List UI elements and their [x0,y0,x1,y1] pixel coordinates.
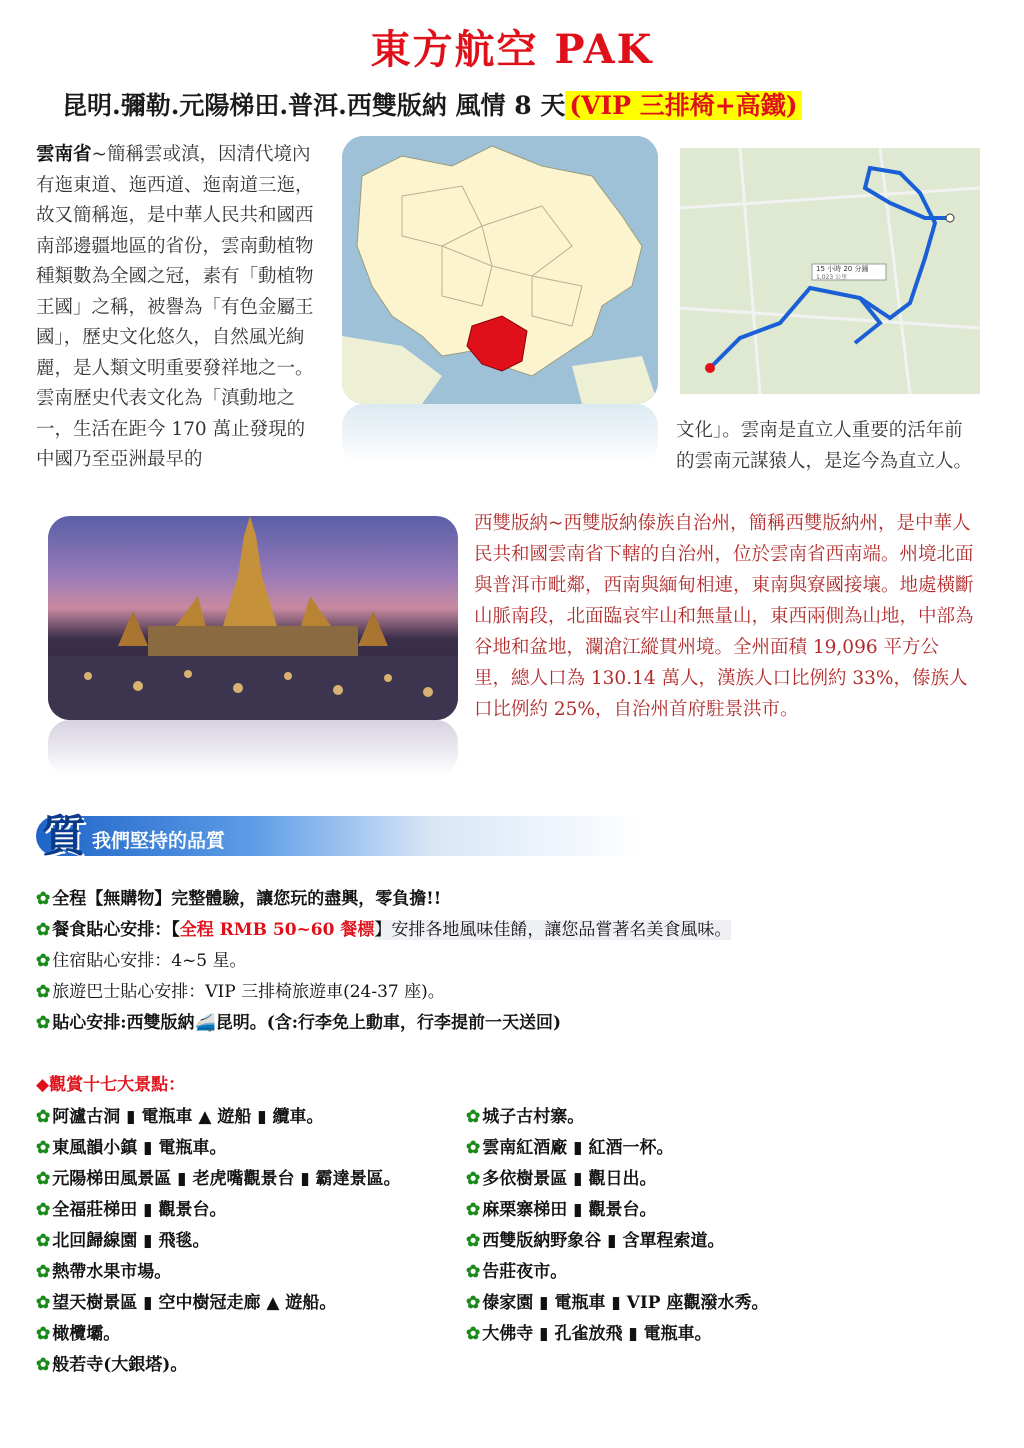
tour-subtitle [62,86,982,122]
page-title: 東方航空 PAK [370,26,654,73]
spot-text: 望天樹景區 ▮ 空中樹冠走廊 ▲ 遊船。 [52,1293,337,1313]
quality-banner [36,800,644,860]
features-list [36,884,996,1039]
route-duration-label: 15 小時 20 分鐘 [816,265,869,273]
flower-icon: ✿ [466,1169,481,1189]
flower-icon: ✿ [36,1169,51,1189]
train-icon: 🚄 [194,1013,216,1033]
spots-right-column [466,1102,986,1350]
yunnan-intro-continuation: 文化」。雲南是直立人重要的活年前的雲南元謀猿人，是迄今為直立人。 [676,420,973,472]
intro-lead: 雲南省 [36,144,92,165]
spot-item [36,1102,466,1133]
spot-item [466,1257,986,1288]
spot-text: 大佛寺 ▮ 孔雀放飛 ▮ 電瓶車。 [482,1324,712,1344]
flower-icon: ✿ [36,1013,51,1033]
subtitle-main: 昆明.彌勒.元陽梯田.普洱.西雙版納 風情 8 天 [62,91,566,120]
feature-text: 住宿貼心安排：4~5 星。 [52,951,247,971]
feature-text-rest: 】安排各地風味佳餚，讓您品嘗著名美食風味。 [374,920,732,940]
spot-item [36,1164,466,1195]
china-map-reflection [342,404,658,464]
feature-text: 餐食貼心安排：【 [52,920,180,940]
spot-item [36,1257,466,1288]
quality-badge: 質 [42,811,86,862]
spot-item [466,1133,986,1164]
china-map-image [342,136,658,404]
flower-icon: ✿ [466,1293,481,1313]
spot-item [36,1288,466,1319]
feature-text-rest: 昆明。(含:行李免上動車，行李提前一天送回) [215,1013,562,1033]
flower-icon: ✿ [36,1231,51,1251]
spot-text: 全福莊梯田 ▮ 觀景台。 [52,1200,227,1220]
spot-text: 告莊夜市。 [482,1262,568,1282]
feature-item [36,884,996,915]
feature-item [36,1008,996,1039]
spot-text: 北回歸線園 ▮ 飛毯。 [52,1231,210,1251]
feature-highlight: 全程 RMB 50~60 餐標 [179,920,375,940]
spot-item [36,1350,466,1381]
spot-text: 阿瀘古洞 ▮ 電瓶車 ▲ 遊船 ▮ 纜車。 [52,1107,324,1127]
spot-item [36,1226,466,1257]
spot-item [466,1195,986,1226]
feature-item [36,946,996,977]
xishuangbanna-image-reflection [48,720,458,776]
flower-icon: ✿ [466,1138,481,1158]
spot-item [466,1319,986,1350]
flower-icon: ✿ [36,920,51,940]
flower-icon: ✿ [36,1200,51,1220]
spot-item [466,1102,986,1133]
spot-text: 熱帶水果市場。 [52,1262,172,1282]
flower-icon: ✿ [466,1231,481,1251]
subtitle-highlight: (VIP 三排椅+高鐵) [565,91,801,120]
spot-item [36,1195,466,1226]
spot-text: 麻栗寨梯田 ▮ 觀景台。 [482,1200,657,1220]
feature-item [36,977,996,1008]
flower-icon: ✿ [36,982,51,1002]
intro-text: ~簡稱雲或滇，因清代境內有迤東道、迤西道、迤南道三迤，故又簡稱迤，是中華人民共和國西南部邊疆地區的省份，雲南動植物種類數為全國之冠，素有「動植物王國」之稱，被譽為「有色金屬王國」，歷史文化悠久，自然風光絢麗，是人類文明重要發祥地之一。雲南歷史代表文化為「滇動地之一，生活在距今 170 萬止發現的中國乃至亞洲最早的 [36,144,314,470]
spot-item [466,1164,986,1195]
spot-item [36,1319,466,1350]
flower-icon: ✿ [466,1324,481,1344]
flower-icon: ✿ [36,1355,51,1375]
route-map-image [680,148,980,394]
xishuangbanna-description: 西雙版納~西雙版納傣族自治州，簡稱西雙版納州，是中華人民共和國雲南省下轄的自治州，位於雲南省西南端。州境北面與普洱市毗鄰，西南與緬甸相連，東南與寮國接壤。地處橫斷山脈南段，北面臨哀牢山和無量山，東西兩側為山地，中部為谷地和盆地，瀾滄江縱貫州境。全州面積 19,096 平方公里，總人口為 130.14 萬人，漢族人口比例約 33%，傣族人口比例約 25%，自治州首府駐景洪市。 [474,513,974,720]
feature-text: 貼心安排:西雙版納 [52,1013,195,1033]
flower-icon: ✿ [36,951,51,971]
feature-item [36,915,996,946]
flower-icon: ✿ [466,1200,481,1220]
flower-icon: ✿ [36,889,51,909]
flower-icon: ✿ [36,1262,51,1282]
flower-icon: ✿ [36,1324,51,1344]
spot-item [466,1288,986,1319]
spot-text: 雲南紅酒廠 ▮ 紅酒一杯。 [482,1138,674,1158]
spot-text: 橄欖壩。 [52,1324,121,1344]
spot-text: 元陽梯田風景區 ▮ 老虎嘴觀景台 ▮ 霸達景區。 [52,1169,401,1189]
spot-item [36,1133,466,1164]
feature-text: 旅遊巴士貼心安排：VIP 三排椅旅遊車(24-37 座)。 [52,982,445,1002]
china-map-icon [342,136,658,404]
flower-icon: ✿ [36,1138,51,1158]
spot-text: 西雙版納野象谷 ▮ 含單程索道。 [482,1231,725,1251]
spot-text: 般若寺(大銀塔)。 [52,1355,188,1375]
flower-icon: ✿ [466,1262,481,1282]
xishuangbanna-night-market-image [48,516,458,720]
spot-text: 城子古村寨。 [482,1107,585,1127]
flower-icon: ✿ [36,1293,51,1313]
yunnan-intro [36,140,320,476]
feature-text: 全程【無購物】完整體驗，讓您玩的盡興，零負擔!! [52,889,442,909]
spot-item [466,1226,986,1257]
quality-label: 我們堅持的品質 [92,830,226,852]
route-distance-label: 1,023 公里 [816,274,848,281]
spot-text: 多依樹景區 ▮ 觀日出。 [482,1169,657,1189]
flower-icon: ✿ [36,1107,51,1127]
spot-text: 東風韻小鎮 ▮ 電瓶車。 [52,1138,227,1158]
spot-text: 傣家園 ▮ 電瓶車 ▮ VIP 座觀潑水秀。 [482,1293,769,1313]
spots-title: ◆觀賞十七大景點： [36,1075,186,1095]
spots-left-column [36,1102,466,1381]
temple-icon [48,516,458,720]
flower-icon: ✿ [466,1107,481,1127]
